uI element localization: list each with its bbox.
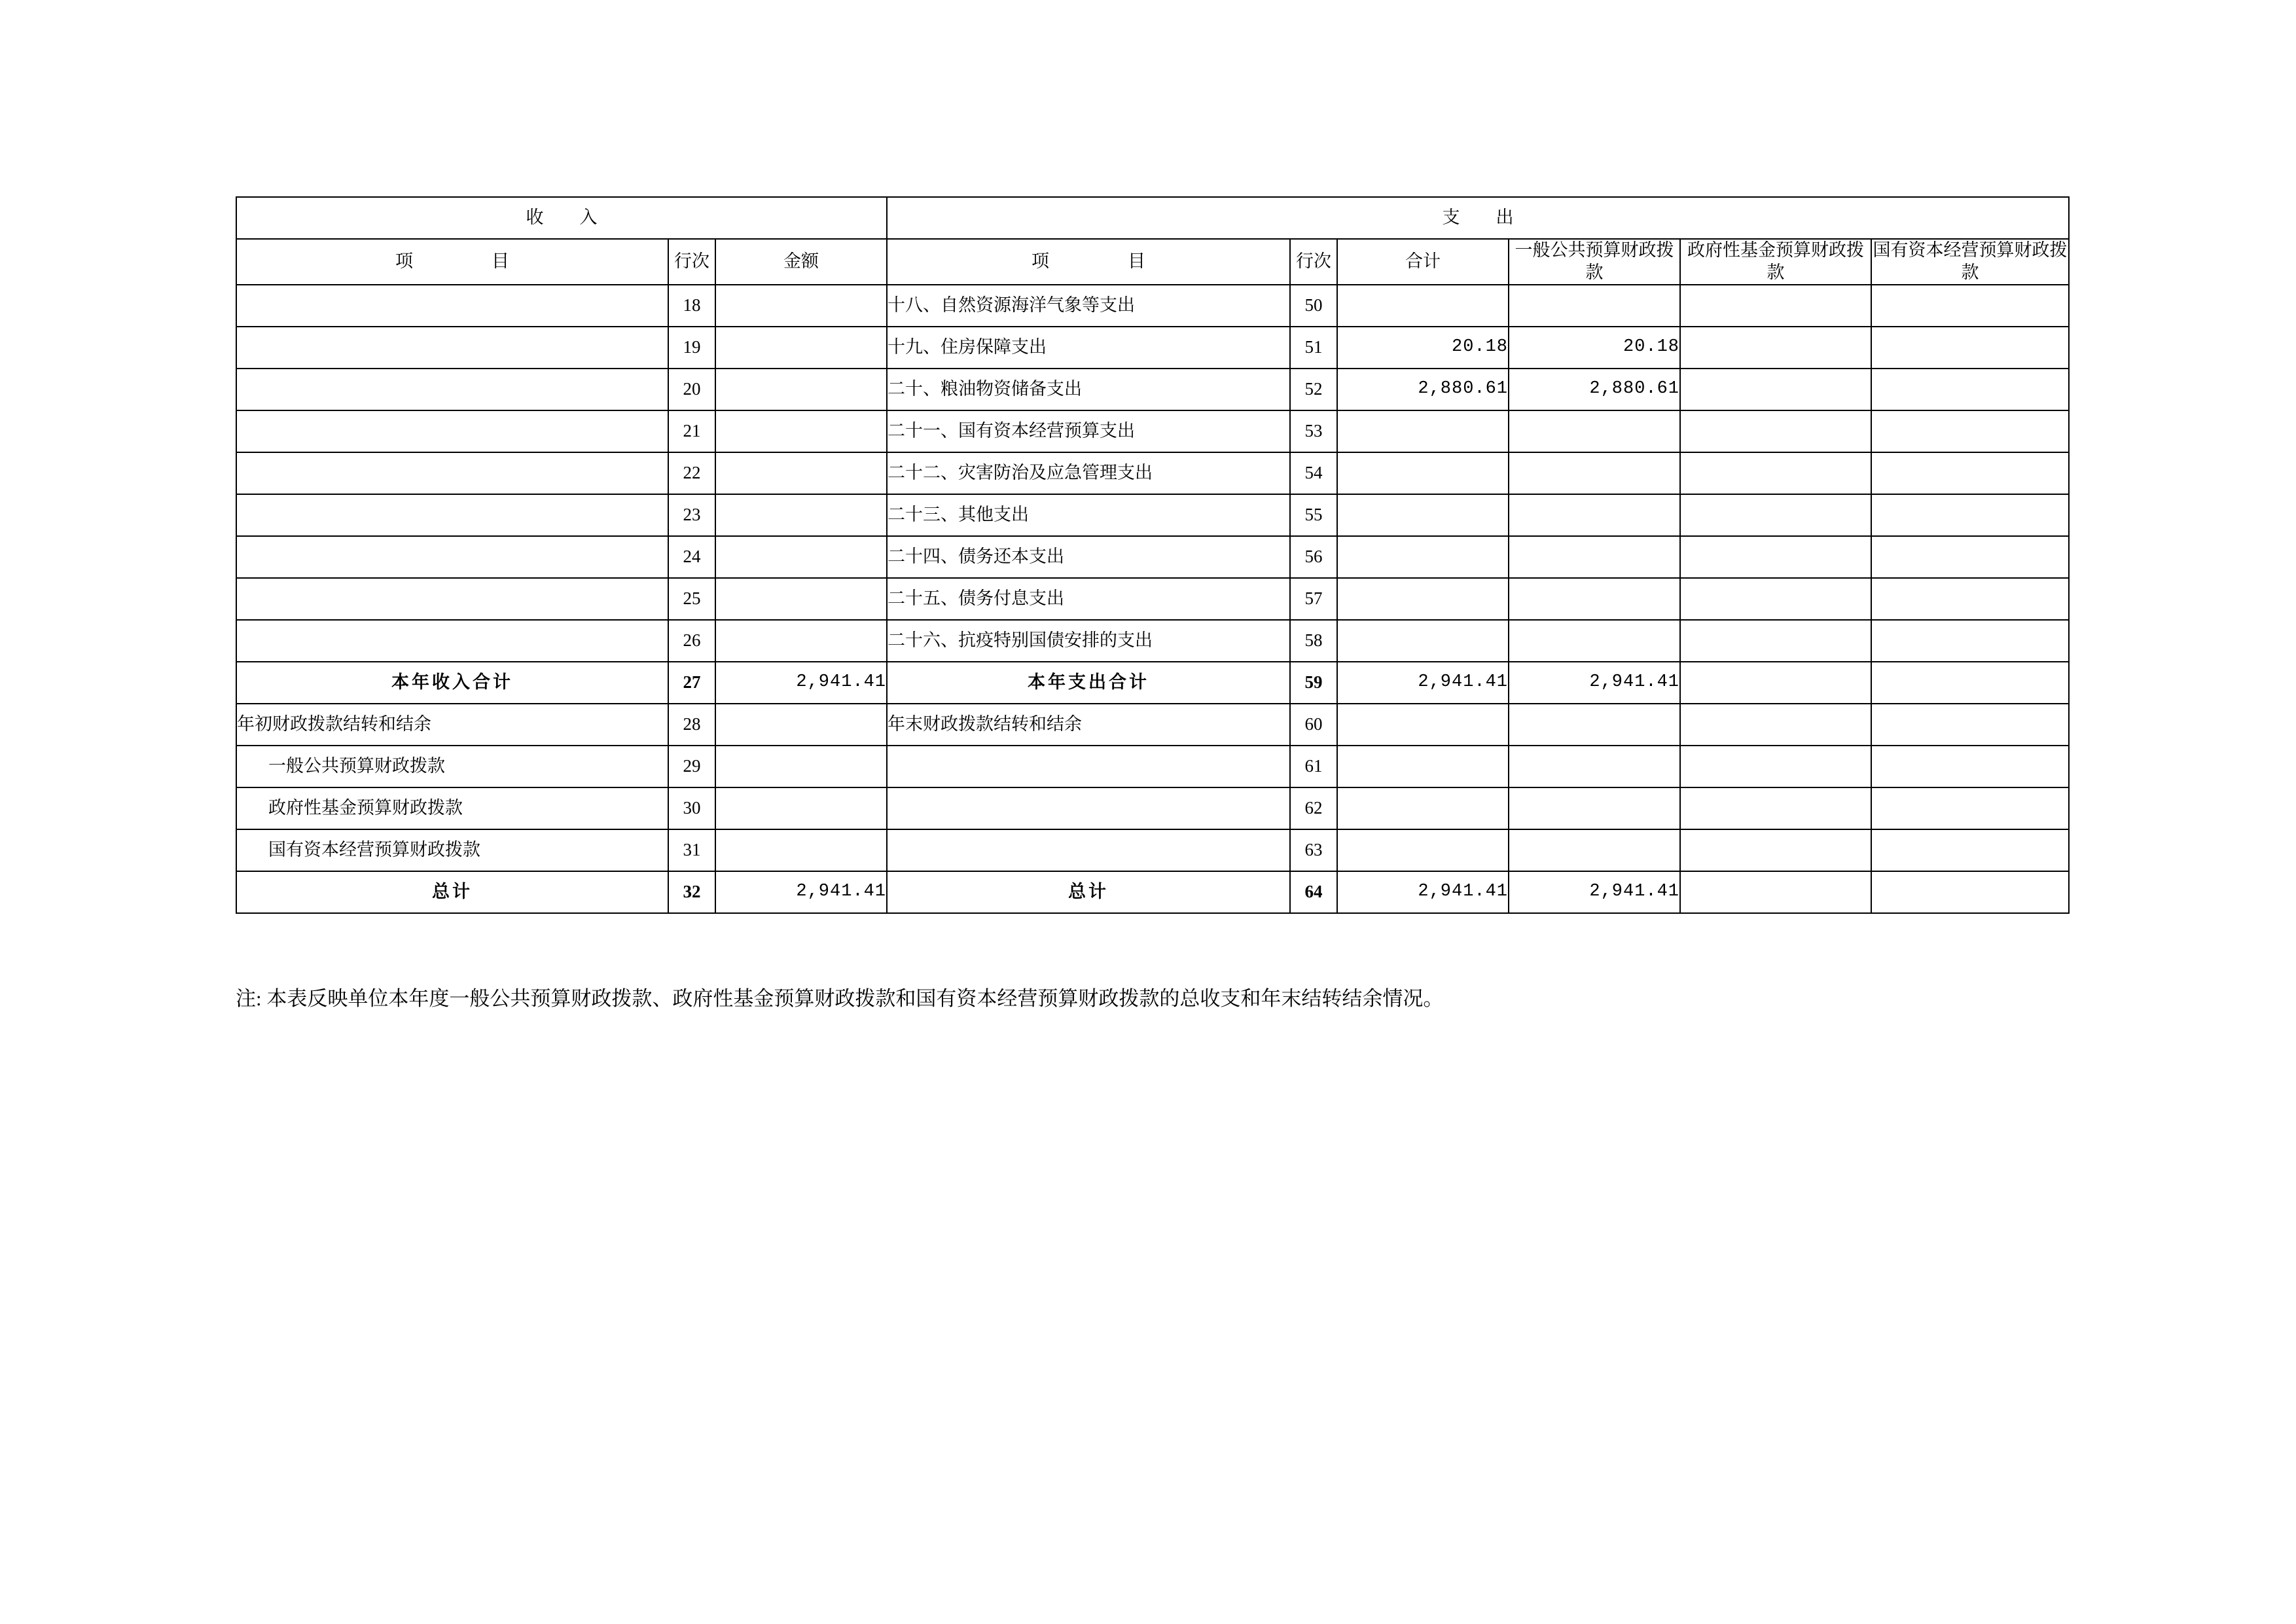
cell-exp-item <box>887 746 1290 787</box>
cell-exp-total <box>1337 620 1509 662</box>
cell-exp-general: 20.18 <box>1509 327 1680 369</box>
cell-exp-total: 20.18 <box>1337 327 1509 369</box>
cell-exp-fund <box>1680 369 1871 410</box>
cell-exp-fund <box>1680 327 1871 369</box>
cell-exp-general <box>1509 620 1680 662</box>
table-body <box>236 197 2069 913</box>
cell-exp-total <box>1337 787 1509 829</box>
cell-income-rownum: 21 <box>668 410 715 452</box>
table-note: 注: 本表反映单位本年度一般公共预算财政拨款、政府性基金预算财政拨款和国有资本经营预算财政拨款的总收支和年末结转结余情况。 <box>236 987 1444 1010</box>
column-header-income-item: 项 目 <box>236 239 668 285</box>
cell-income-rownum: 18 <box>668 285 715 327</box>
cell-income-amount <box>715 327 887 369</box>
cell-exp-general <box>1509 285 1680 327</box>
cell-exp-state-capital <box>1871 578 2069 620</box>
cell-income-amount <box>715 746 887 787</box>
cell-exp-total <box>1337 746 1509 787</box>
table-row <box>236 829 2069 871</box>
cell-income-rownum: 32 <box>668 871 715 913</box>
column-header-income-amount: 金额 <box>715 239 887 285</box>
budget-table-container <box>236 196 2068 914</box>
cell-exp-item <box>887 787 1290 829</box>
cell-exp-total <box>1337 285 1509 327</box>
cell-exp-state-capital <box>1871 369 2069 410</box>
column-header-exp-state-capital: 国有资本经营预算财政拨款 <box>1871 239 2069 285</box>
cell-exp-state-capital <box>1871 536 2069 578</box>
cell-exp-item: 十九、住房保障支出 <box>887 327 1290 369</box>
cell-income-rownum: 26 <box>668 620 715 662</box>
cell-exp-total <box>1337 536 1509 578</box>
cell-income-amount <box>715 787 887 829</box>
cell-exp-fund <box>1680 452 1871 494</box>
group-header-income: 收 入 <box>236 197 887 239</box>
table-row <box>236 285 2069 327</box>
column-header-exp-total: 合计 <box>1337 239 1509 285</box>
cell-income-item <box>236 410 668 452</box>
cell-exp-fund <box>1680 578 1871 620</box>
cell-exp-total: 2,880.61 <box>1337 369 1509 410</box>
cell-income-item <box>236 452 668 494</box>
cell-income-item <box>236 494 668 536</box>
cell-income-amount <box>715 829 887 871</box>
cell-income-amount <box>715 578 887 620</box>
cell-income-amount <box>715 369 887 410</box>
cell-exp-rownum: 64 <box>1290 871 1337 913</box>
cell-exp-state-capital <box>1871 871 2069 913</box>
table-row <box>236 578 2069 620</box>
table-row <box>236 494 2069 536</box>
cell-income-amount: 2,941.41 <box>715 871 887 913</box>
cell-income-item <box>236 369 668 410</box>
cell-exp-general <box>1509 452 1680 494</box>
table-row <box>236 620 2069 662</box>
cell-exp-fund <box>1680 871 1871 913</box>
cell-income-rownum: 28 <box>668 704 715 746</box>
table-row <box>236 327 2069 369</box>
cell-exp-item: 十八、自然资源海洋气象等支出 <box>887 285 1290 327</box>
cell-exp-general <box>1509 829 1680 871</box>
column-header-exp-item: 项 目 <box>887 239 1290 285</box>
cell-income-item: 总计 <box>236 871 668 913</box>
cell-exp-fund <box>1680 704 1871 746</box>
cell-exp-item <box>887 829 1290 871</box>
cell-exp-state-capital <box>1871 494 2069 536</box>
cell-exp-total: 2,941.41 <box>1337 662 1509 704</box>
cell-exp-fund <box>1680 662 1871 704</box>
cell-income-rownum: 29 <box>668 746 715 787</box>
cell-exp-state-capital <box>1871 327 2069 369</box>
cell-income-item: 国有资本经营预算财政拨款 <box>236 829 668 871</box>
cell-exp-total <box>1337 410 1509 452</box>
cell-income-rownum: 31 <box>668 829 715 871</box>
table-row <box>236 452 2069 494</box>
table-row <box>236 871 2069 913</box>
cell-exp-general <box>1509 578 1680 620</box>
cell-exp-general <box>1509 410 1680 452</box>
cell-exp-fund <box>1680 536 1871 578</box>
cell-exp-general: 2,941.41 <box>1509 662 1680 704</box>
cell-exp-rownum: 57 <box>1290 578 1337 620</box>
cell-exp-fund <box>1680 620 1871 662</box>
cell-exp-rownum: 59 <box>1290 662 1337 704</box>
cell-income-amount <box>715 452 887 494</box>
table-row <box>236 704 2069 746</box>
cell-exp-state-capital <box>1871 620 2069 662</box>
table-row <box>236 787 2069 829</box>
cell-income-amount: 2,941.41 <box>715 662 887 704</box>
cell-income-rownum: 19 <box>668 327 715 369</box>
cell-income-item: 一般公共预算财政拨款 <box>236 746 668 787</box>
table-group-header-row <box>236 197 2069 239</box>
cell-exp-item: 二十、粮油物资储备支出 <box>887 369 1290 410</box>
cell-exp-state-capital <box>1871 704 2069 746</box>
cell-exp-total <box>1337 578 1509 620</box>
cell-exp-item: 二十一、国有资本经营预算支出 <box>887 410 1290 452</box>
cell-exp-item: 本年支出合计 <box>887 662 1290 704</box>
cell-exp-fund <box>1680 285 1871 327</box>
cell-exp-general <box>1509 494 1680 536</box>
column-header-exp-general: 一般公共预算财政拨款 <box>1509 239 1680 285</box>
cell-income-rownum: 30 <box>668 787 715 829</box>
cell-exp-total <box>1337 704 1509 746</box>
cell-exp-item: 二十五、债务付息支出 <box>887 578 1290 620</box>
cell-exp-state-capital <box>1871 787 2069 829</box>
cell-income-amount <box>715 536 887 578</box>
cell-exp-fund <box>1680 829 1871 871</box>
cell-exp-general <box>1509 704 1680 746</box>
cell-exp-fund <box>1680 494 1871 536</box>
cell-exp-item: 二十二、灾害防治及应急管理支出 <box>887 452 1290 494</box>
cell-income-rownum: 22 <box>668 452 715 494</box>
cell-exp-fund <box>1680 410 1871 452</box>
cell-income-amount <box>715 285 887 327</box>
cell-exp-fund <box>1680 746 1871 787</box>
cell-income-amount <box>715 704 887 746</box>
cell-exp-rownum: 61 <box>1290 746 1337 787</box>
cell-income-item: 政府性基金预算财政拨款 <box>236 787 668 829</box>
cell-income-item: 年初财政拨款结转和结余 <box>236 704 668 746</box>
column-header-exp-fund: 政府性基金预算财政拨款 <box>1680 239 1871 285</box>
cell-exp-rownum: 62 <box>1290 787 1337 829</box>
cell-exp-general: 2,880.61 <box>1509 369 1680 410</box>
cell-income-rownum: 23 <box>668 494 715 536</box>
cell-exp-general: 2,941.41 <box>1509 871 1680 913</box>
cell-income-item <box>236 578 668 620</box>
cell-exp-total <box>1337 494 1509 536</box>
cell-exp-rownum: 50 <box>1290 285 1337 327</box>
group-header-expenditure: 支 出 <box>887 197 2069 239</box>
table-row <box>236 746 2069 787</box>
cell-exp-general <box>1509 746 1680 787</box>
cell-exp-total <box>1337 829 1509 871</box>
cell-income-item: 本年收入合计 <box>236 662 668 704</box>
table-column-header-row <box>236 239 2069 285</box>
table-row <box>236 369 2069 410</box>
cell-exp-item: 二十三、其他支出 <box>887 494 1290 536</box>
cell-exp-state-capital <box>1871 746 2069 787</box>
cell-exp-state-capital <box>1871 410 2069 452</box>
table-row <box>236 662 2069 704</box>
cell-exp-state-capital <box>1871 452 2069 494</box>
cell-exp-rownum: 60 <box>1290 704 1337 746</box>
cell-exp-rownum: 54 <box>1290 452 1337 494</box>
cell-income-rownum: 20 <box>668 369 715 410</box>
cell-income-item <box>236 285 668 327</box>
budget-table <box>236 196 2070 914</box>
cell-exp-rownum: 56 <box>1290 536 1337 578</box>
cell-income-item <box>236 327 668 369</box>
cell-exp-state-capital <box>1871 662 2069 704</box>
table-row <box>236 536 2069 578</box>
cell-exp-item: 总计 <box>887 871 1290 913</box>
cell-income-rownum: 27 <box>668 662 715 704</box>
cell-exp-rownum: 63 <box>1290 829 1337 871</box>
column-header-income-rownum: 行次 <box>668 239 715 285</box>
cell-income-amount <box>715 620 887 662</box>
cell-exp-total: 2,941.41 <box>1337 871 1509 913</box>
cell-income-amount <box>715 410 887 452</box>
table-row <box>236 410 2069 452</box>
cell-exp-general <box>1509 536 1680 578</box>
cell-income-item <box>236 620 668 662</box>
cell-exp-fund <box>1680 787 1871 829</box>
cell-exp-rownum: 51 <box>1290 327 1337 369</box>
cell-income-amount <box>715 494 887 536</box>
cell-income-rownum: 24 <box>668 536 715 578</box>
cell-exp-rownum: 53 <box>1290 410 1337 452</box>
cell-exp-item: 二十六、抗疫特别国债安排的支出 <box>887 620 1290 662</box>
cell-exp-rownum: 55 <box>1290 494 1337 536</box>
cell-income-rownum: 25 <box>668 578 715 620</box>
cell-exp-state-capital <box>1871 829 2069 871</box>
cell-exp-rownum: 52 <box>1290 369 1337 410</box>
cell-exp-rownum: 58 <box>1290 620 1337 662</box>
cell-exp-general <box>1509 787 1680 829</box>
column-header-exp-rownum: 行次 <box>1290 239 1337 285</box>
cell-exp-item: 年末财政拨款结转和结余 <box>887 704 1290 746</box>
cell-income-item <box>236 536 668 578</box>
cell-exp-state-capital <box>1871 285 2069 327</box>
cell-exp-total <box>1337 452 1509 494</box>
cell-exp-item: 二十四、债务还本支出 <box>887 536 1290 578</box>
